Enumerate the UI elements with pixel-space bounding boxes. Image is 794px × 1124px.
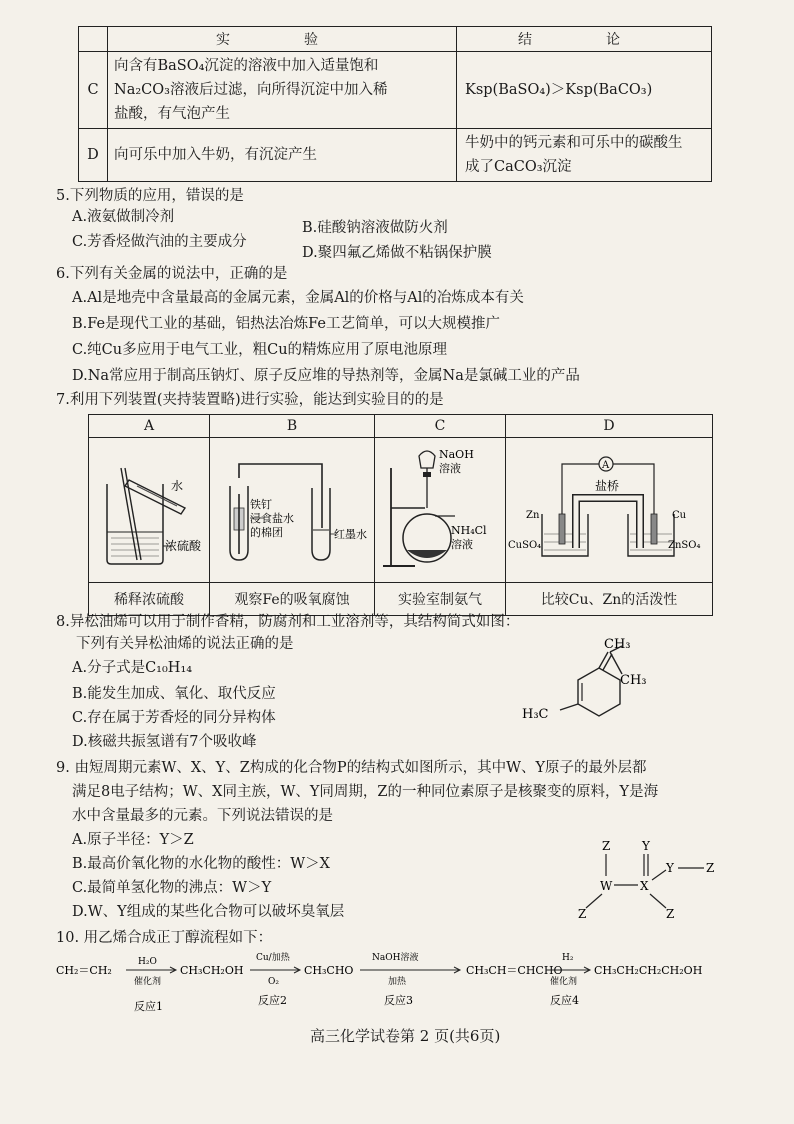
reaction-3-label: 反应3 (384, 994, 413, 1007)
q9-option-c: C.最简单氢化物的沸点：W＞Y (72, 880, 272, 896)
compound-p-structure (570, 836, 730, 928)
condition-3-bottom: 加热 (388, 977, 407, 987)
experiment-table (78, 26, 712, 182)
atom-z-bottom: Z (666, 907, 675, 921)
terpinolene-structure (516, 626, 676, 726)
header-conclusion: 结 论 (457, 27, 712, 52)
condition-2-bottom: O₂ (268, 977, 279, 987)
row-label: C (79, 52, 108, 129)
q8-option-d: D.核磁共振氢谱有7个吸收峰 (72, 734, 257, 750)
q9-option-d: D.W、Y组成的某些化合物可以破坏臭氧层 (72, 904, 345, 920)
condition-1-bottom: 催化剂 (134, 977, 162, 987)
corrosion-apparatus (210, 438, 374, 578)
label-salt-bridge: 盐桥 (595, 479, 620, 493)
atom-y-right: Y (666, 861, 674, 875)
apparatus-c-cell (375, 438, 506, 583)
methyl-label-left: H₃C (522, 707, 549, 722)
q5-stem: 5.下列物质的应用，错误的是 (56, 188, 244, 204)
q9-option-b: B.最高价氧化物的水化物的酸性：W＞X (72, 856, 330, 872)
q8-stem: 8.异松油烯可以用于制作香精，防腐剂和工业溶剂等，其结构简式如图： (56, 614, 520, 630)
label-cuso4: CuSO₄ (508, 540, 542, 551)
ammonia-apparatus (375, 438, 505, 578)
conclusion-cell: 牛奶中的钙元素和可乐中的碳酸生 成了CaCO₃沉淀 (457, 129, 712, 182)
label-nail-3: 的棉团 (250, 526, 283, 539)
label-naoh-2: 溶液 (439, 462, 461, 475)
q5-option-b: B.硅酸钠溶液做防火剂 (302, 220, 448, 236)
label-zn: Zn (526, 510, 540, 521)
caption-d: 比较Cu、Zn的活泼性 (506, 583, 713, 616)
caption-b: 观察Fe的吸氧腐蚀 (210, 583, 375, 616)
condition-4-top: H₂ (562, 953, 574, 963)
apparatus-a-cell (89, 438, 210, 583)
experiment-cell: 向含有BaSO₄沉淀的溶液中加入适量饱和 Na₂CO₃溶液后过滤，向所得沉淀中加入稀 盐酸，有气泡产生 (108, 52, 457, 129)
label-ammeter: A (602, 460, 610, 471)
q9-line-3: 水中含量最多的元素。下列说法错误的是 (72, 808, 333, 824)
label-nh4cl-2: 溶液 (451, 538, 473, 551)
q6-option-d: D.Na常应用于制高压钠灯、原子反应堆的导热剂等，金属Na是氯碱工业的产品 (72, 368, 580, 384)
q5-option-c: C.芳香烃做汽油的主要成分 (72, 234, 247, 250)
q8-sub: 下列有关异松油烯的说法正确的是 (76, 636, 294, 652)
label-cu: Cu (672, 510, 687, 521)
page-footer: 高三化学试卷第 2 页(共6页) (310, 1027, 501, 1045)
q6-option-a: A.Al是地壳中含量最高的金属元素，金属Al的价格与Al的冶炼成本有关 (72, 290, 524, 306)
table-corner (79, 27, 108, 52)
caption-c: 实验室制氨气 (375, 583, 506, 616)
q5-option-a: A.液氨做制冷剂 (72, 209, 175, 225)
species-ethylene: CH₂＝CH₂ (56, 964, 112, 977)
q9-line-1: 9. 由短周期元素W、X、Y、Z构成的化合物P的结构式如图所示，其中W、Y原子的最外层都 (56, 760, 647, 776)
condition-3-top: NaOH溶液 (372, 953, 419, 963)
conclusion-cell: Ksp(BaSO₄)＞Ksp(BaCO₃) (457, 52, 712, 129)
atom-y-top: Y (642, 839, 650, 853)
species-crotonaldehyde: CH₃CH＝CHCHO (466, 964, 563, 977)
header-c: C (375, 415, 506, 438)
synthesis-flow (54, 948, 744, 1020)
dilution-apparatus (89, 438, 209, 578)
q6-option-b: B.Fe是现代工业的基础，铝热法冶炼Fe工艺简单，可以大规模推广 (72, 316, 500, 332)
label-water: 水 (171, 479, 184, 493)
atom-x: X (640, 879, 649, 893)
q10-stem: 10. 用乙烯合成正丁醇流程如下： (56, 930, 273, 946)
header-d: D (506, 415, 713, 438)
header-b: B (210, 415, 375, 438)
atom-z-right: Z (706, 861, 715, 875)
row-label: D (79, 129, 108, 182)
q8-option-b: B.能发生加成、氧化、取代反应 (72, 686, 276, 702)
q8-option-c: C.存在属于芳香烃的同分异构体 (72, 710, 276, 726)
label-nail-1: 铁钉 (250, 498, 272, 511)
condition-1-top: H₂O (138, 957, 157, 967)
table-row (79, 129, 712, 182)
reaction-1-label: 反应1 (134, 1000, 163, 1013)
q5-option-d: D.聚四氟乙烯做不粘锅保护膜 (302, 245, 492, 261)
header-a: A (89, 415, 210, 438)
caption-a: 稀释浓硫酸 (89, 583, 210, 616)
experiment-cell: 向可乐中加入牛奶，有沉淀产生 (108, 129, 457, 182)
cell-apparatus (506, 438, 712, 578)
label-znso4: ZnSO₄ (668, 540, 701, 551)
q6-option-c: C.纯Cu多应用于电气工业，粗Cu的精炼应用了原电池原理 (72, 342, 448, 358)
q9-line-2: 满足8电子结构；W、X同主族，W、Y同周期，Z的一种同位素原子是核聚变的原料，Y是海 (72, 784, 659, 800)
label-ink: 红墨水 (334, 528, 367, 541)
reaction-4-label: 反应4 (550, 994, 579, 1007)
condition-4-bottom: 催化剂 (550, 977, 578, 987)
species-acetaldehyde: CH₃CHO (304, 964, 354, 977)
condition-2-top: Cu/加热 (256, 953, 290, 963)
atom-w: W (600, 879, 613, 893)
q8-option-a: A.分子式是C₁₀H₁₄ (72, 660, 193, 676)
methyl-label-top: CH₃ (604, 637, 631, 652)
apparatus-table (88, 414, 713, 616)
q6-stem: 6.下列有关金属的说法中，正确的是 (56, 266, 288, 282)
label-nail-2: 浸食盐水 (250, 512, 294, 525)
methyl-label-right: CH₃ (620, 673, 647, 688)
reaction-2-label: 反应2 (258, 994, 287, 1007)
atom-z-top: Z (602, 839, 611, 853)
label-nh4cl-1: NH₄Cl (451, 524, 487, 537)
species-butanol: CH₃CH₂CH₂CH₂OH (594, 964, 703, 977)
label-naoh-1: NaOH (439, 448, 474, 461)
atom-z-left: Z (578, 907, 587, 921)
apparatus-d-cell (506, 438, 713, 583)
table-row (79, 52, 712, 129)
apparatus-b-cell (210, 438, 375, 583)
q9-option-a: A.原子半径：Y＞Z (72, 832, 194, 848)
species-ethanol: CH₃CH₂OH (180, 964, 244, 977)
header-experiment: 实 验 (108, 27, 457, 52)
q7-stem: 7.利用下列装置(夹持装置略)进行实验，能达到实验目的的是 (56, 392, 444, 408)
label-acid: 浓硫酸 (165, 539, 202, 553)
